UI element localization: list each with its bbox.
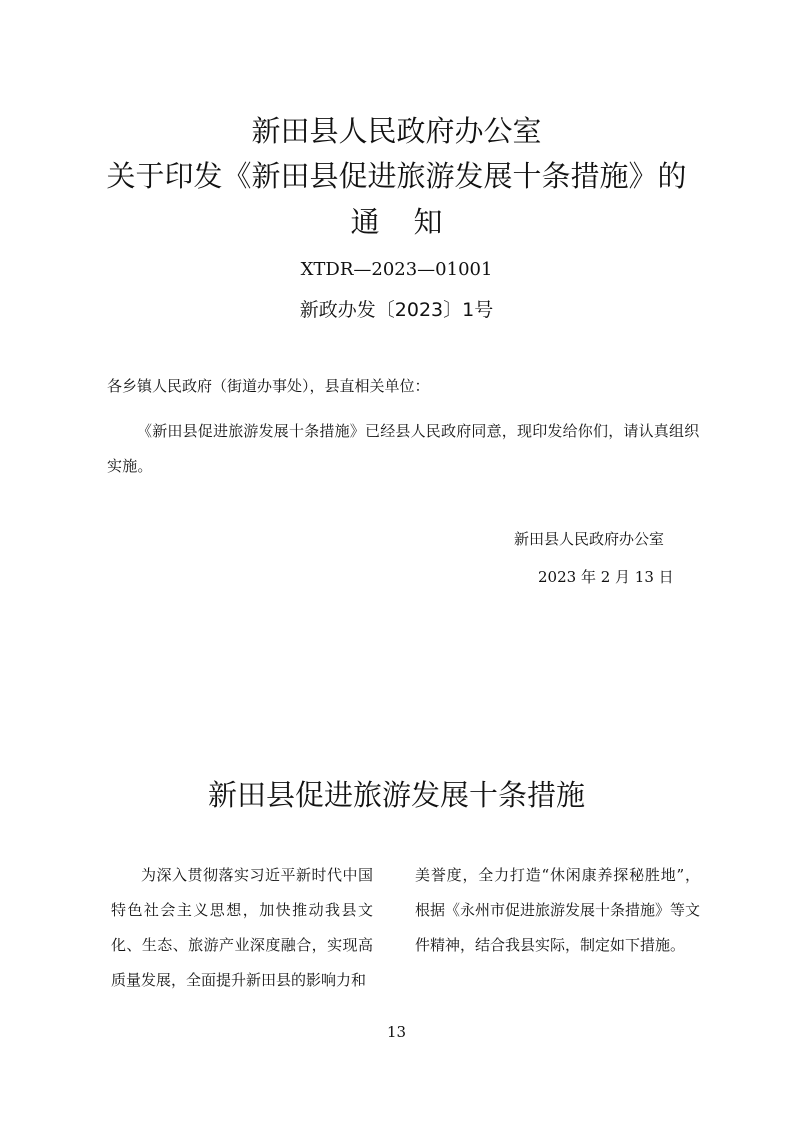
signature-date: 2023 年 2 月 13 日 bbox=[538, 568, 674, 586]
recipients-line: 各乡镇人民政府（街道办事处），县直相关单位： bbox=[107, 377, 430, 395]
signature-organization: 新田县人民政府办公室 bbox=[514, 530, 665, 548]
section-title: 新田县促进旅游发展十条措施 bbox=[207, 778, 585, 812]
section-right-column: 美誉度，全力打造“休闲康养探秘胜地”，根据《永州市促进旅游发展十条措施》等文件精神，结合我县实际，制定如下措施。 bbox=[415, 866, 701, 954]
document-id: XTDR—2023—01001 bbox=[300, 259, 493, 280]
document-number: 新政办发〔2023〕1号 bbox=[299, 299, 494, 321]
title-line-2: 关于印发《新田县促进旅游发展十条措施》的 bbox=[106, 159, 687, 193]
title-line-3: 通知 bbox=[350, 205, 477, 239]
section-left-column: 为深入贯彻落实习近平新时代中国特色社会主义思想，加快推动我县文化、生态、旅游产业深度融合，实现高质量发展，全面提升新田县的影响力和 bbox=[111, 866, 373, 989]
title-line-1: 新田县人民政府办公室 bbox=[251, 114, 542, 148]
notice-body: 《新田县促进旅游发展十条措施》已经县人民政府同意，现印发给你们，请认真组织实施。 bbox=[107, 422, 700, 475]
page-number: 13 bbox=[386, 1023, 407, 1041]
